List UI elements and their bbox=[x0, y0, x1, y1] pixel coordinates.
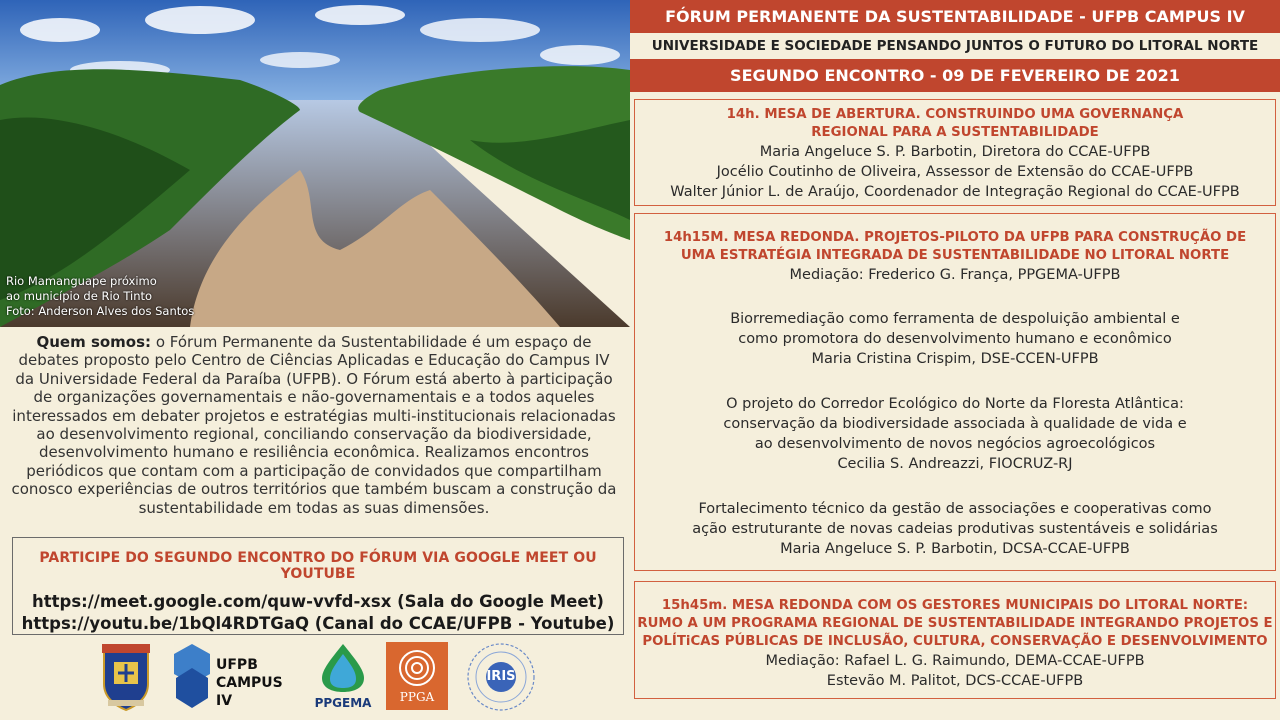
caption-line: Rio Mamanguape próximo bbox=[6, 274, 157, 288]
caption-line: ao município de Rio Tinto bbox=[6, 289, 153, 303]
ufpb-logo-text: UFPB bbox=[216, 657, 258, 673]
talk-title-line: O projeto do Corredor Ecológico do Norte da Floresta Atlântica: bbox=[726, 396, 1184, 412]
talk-title-line: conservação da biodiversidade associada à qualidade de vida e bbox=[723, 416, 1187, 432]
iris-logo bbox=[464, 640, 538, 714]
session-title: 15h45m. MESA REDONDA COM OS GESTORES MUNICIPAIS DO LITORAL NORTE: bbox=[661, 598, 1249, 613]
talk-speaker: Maria Angeluce S. P. Barbotin, DCSA-CCAE-UFPB bbox=[780, 541, 1130, 557]
join-box bbox=[12, 537, 624, 635]
mediation-line: Mediação: Frederico G. França, PPGEMA-UFPB bbox=[789, 267, 1121, 283]
google-meet-link[interactable]: https://meet.google.com/quw-vvfd-xsx (Sala do Google Meet) bbox=[32, 592, 604, 611]
talk-title-line: ao desenvolvimento de novos negócios agroecológicos bbox=[754, 436, 1156, 452]
ppgema-logo-text: PPGEMA bbox=[314, 696, 372, 710]
river-photo bbox=[0, 0, 630, 327]
speaker-line: Walter Júnior L. de Araújo, Coordenador de Integração Regional do CCAE-UFPB bbox=[670, 184, 1240, 200]
logos-row bbox=[98, 640, 558, 715]
session-title: 14h15M. MESA REDONDA. PROJETOS-PILOTO DA UFPB PARA CONSTRUÇÃO DE bbox=[663, 230, 1247, 245]
program-panel bbox=[630, 0, 1280, 720]
ufpb-campus-iv-logo bbox=[170, 642, 300, 712]
talk-title-line: Fortalecimento técnico da gestão de associações e cooperativas como bbox=[698, 501, 1212, 517]
session-municipal-managers bbox=[634, 581, 1276, 699]
speaker-line: Jocélio Coutinho de Oliveira, Assessor de Extensão do CCAE-UFPB bbox=[716, 164, 1194, 180]
caption-credit: Foto: Anderson Alves dos Santos bbox=[6, 304, 195, 318]
speaker-line: Maria Angeluce S. P. Barbotin, Diretora do CCAE-UFPB bbox=[759, 144, 1151, 160]
ppga-logo-text: PPGA bbox=[399, 690, 435, 704]
about-text bbox=[8, 333, 620, 517]
photo-caption bbox=[6, 274, 194, 319]
talk-speaker: Cecilia S. Andreazzi, FIOCRUZ-RJ bbox=[837, 456, 1073, 472]
session-title: 14h. MESA DE ABERTURA. CONSTRUINDO UMA GOVERNANÇA bbox=[726, 107, 1184, 122]
ppga-logo bbox=[386, 642, 448, 710]
speaker-line: Estevão M. Palitot, DCS-CCAE-UFPB bbox=[826, 673, 1084, 689]
campus-logo-text: CAMPUS IV bbox=[216, 675, 283, 709]
forum-subtitle: UNIVERSIDADE E SOCIEDADE PENSANDO JUNTOS O FUTURO DO LITORAL NORTE bbox=[651, 38, 1259, 54]
session-title: RUMO A UM PROGRAMA REGIONAL DE SUSTENTABILIDADE INTEGRANDO PROJETOS E bbox=[637, 616, 1273, 631]
forum-title: FÓRUM PERMANENTE DA SUSTENTABILIDADE - UFPB CAMPUS IV bbox=[630, 0, 1280, 33]
talk-title-line: Biorremediação como ferramenta de despoluição ambiental e bbox=[730, 311, 1180, 327]
session-title: UMA ESTRATÉGIA INTEGRADA DE SUSTENTABILIDADE NO LITORAL NORTE bbox=[680, 248, 1230, 263]
join-title: PARTICIPE DO SEGUNDO ENCONTRO DO FÓRUM VIA GOOGLE MEET OU YOUTUBE bbox=[39, 550, 597, 582]
meeting-date: SEGUNDO ENCONTRO - 09 DE FEVEREIRO DE 2021 bbox=[630, 59, 1280, 92]
youtube-link[interactable]: https://youtu.be/1bQl4RDTGaQ (Canal do CCAE/UFPB - Youtube) bbox=[21, 614, 615, 633]
ufpb-crest-logo bbox=[98, 642, 154, 716]
talk-title-line: como promotora do desenvolvimento humano e econômico bbox=[738, 331, 1172, 347]
session-pilot-projects bbox=[634, 213, 1276, 571]
session-opening bbox=[634, 99, 1276, 206]
talk-title-line: ação estruturante de novas cadeias produtivas sustentáveis e solidárias bbox=[692, 521, 1218, 537]
about-body: o Fórum Permanente da Sustentabilidade é um espaço de debates proposto pelo Centro de Ciências Aplicadas e Educação do Campus IV da Universidade Federal da Paraíba (UFPB). O Fórum está aberto à participação de organizações governamentais e não-governamentais e a todos aqueles interessados em debater projetos e estratégias multi-institucionais relacionadas ao desenvolvimento regional, conciliando conservação da biodiversidade, desenvolvimento humano e resiliência econômica. Realizamos encontros periódicos que contam com a participação de convidados que compartilham conosco experiências de outros territórios que também buscam a construção da sustentabilidade em todas as suas dimensões. bbox=[11, 333, 617, 517]
mediation-line: Mediação: Rafael L. G. Raimundo, DEMA-CCAE-UFPB bbox=[765, 653, 1145, 669]
talk-speaker: Maria Cristina Crispim, DSE-CCEN-UFPB bbox=[811, 351, 1099, 367]
about-lead: Quem somos: bbox=[36, 333, 152, 351]
iris-logo-text: IRIS bbox=[486, 669, 516, 684]
session-title: REGIONAL PARA A SUSTENTABILIDADE bbox=[811, 125, 1099, 140]
session-title: POLÍTiCAS PÚBLICAS DE INCLUSÃO, CULTURA, CONSERVAÇÃO E DESENVOLVIMENTO bbox=[642, 634, 1268, 649]
ppgema-logo bbox=[312, 642, 374, 712]
